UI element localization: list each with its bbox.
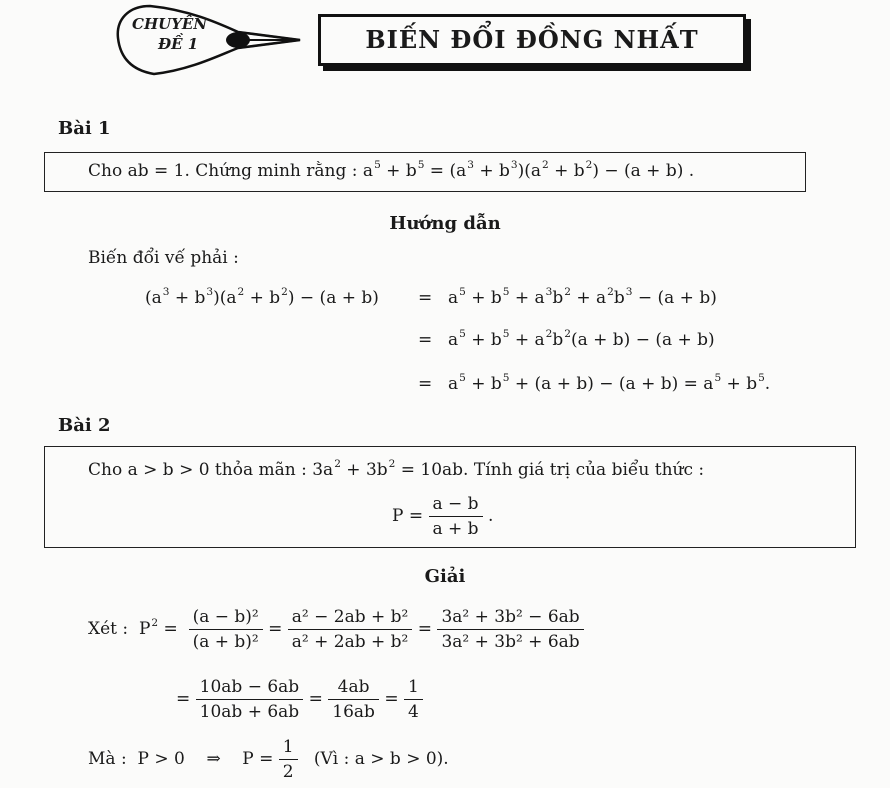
- exercise-1-problem: Cho ab = 1. Chứng minh rằng : $a^5 + b^5 = (a^3 + b^3)(a^2 + b^2) - (a + b)$ .: [88, 159, 695, 181]
- derivation-lhs: $(a^3 + b^3)(a^2 + b^2) - (a + b)$: [145, 286, 379, 308]
- solution-line-3: Mà : P > 0 ⇒ P = $\frac{1}{2}$ (Vì : a > b > 0).: [88, 737, 449, 782]
- exercise-2-label: Bài 2: [58, 415, 111, 436]
- exercise-1-label: Bài 1: [58, 118, 111, 139]
- implies-icon: ⇒: [206, 749, 221, 769]
- reason-text: (Vì : a > b > 0).: [313, 749, 449, 769]
- fraction-3: $\frac{\text{3a² + 3b² − 6ab}}{\text{3a² + 3b² + 6ab}}$: [437, 605, 583, 654]
- derivation-eq-3: =: [418, 374, 433, 394]
- p-positive: P > 0: [137, 749, 185, 769]
- hint-intro: Biến đổi vế phải :: [88, 248, 239, 268]
- derivation-line-2: $a^5 + b^5 + a^2b^2(a + b) - (a + b)$: [448, 328, 715, 350]
- exercise-2-problem-suffix: Tính giá trị của biểu thức :: [468, 460, 705, 480]
- final-fraction: $\frac{1}{2}$: [279, 735, 298, 784]
- chapter-tag: [132, 14, 207, 54]
- p-definition: P = $\frac{a - b}{a + b}$ .: [392, 494, 494, 539]
- derivation-eq-1: =: [418, 288, 433, 308]
- chapter-tag-line1: CHUYÊN: [132, 15, 208, 33]
- fraction-6: $\frac{1}{4}$: [404, 675, 423, 724]
- hint-heading: Hướng dẫn: [389, 213, 501, 234]
- title-box: [318, 14, 746, 66]
- fraction-2: $\frac{\text{a² − 2ab + b²}}{\text{a² + 2ab + b²}}$: [288, 605, 413, 654]
- derivation-line-1: $a^5 + b^5 + a^3b^2 + a^2b^3 - (a + b)$: [448, 286, 717, 308]
- page-title: BIẾN ĐỔI ĐỒNG NHẤT: [365, 25, 699, 54]
- fraction-4: $\frac{10ab - 6ab}{10ab + 6ab}$: [196, 675, 304, 724]
- ma-label: Mà :: [88, 749, 127, 769]
- solution-line-2: = $\frac{10ab - 6ab}{10ab + 6ab}$ = $\frac{4ab}{16ab}$ = $\frac{1}{4}$: [176, 668, 423, 730]
- fraction-5: $\frac{4ab}{16ab}$: [328, 675, 379, 724]
- chapter-tag-line2: ĐỀ 1: [158, 35, 199, 53]
- exercise-1-problem-prefix: Cho ab = 1. Chứng minh rằng :: [88, 161, 363, 181]
- solution-heading: Giải: [424, 566, 466, 587]
- solution-line-1: Xét : $P^2$ = $\frac{\text{(a − b)²}}{\text{(a + b)²}}$ = $\frac{\text{a² − 2ab + b²}}{\text{a² + 2ab + b²}}$ = $\frac{\text{3a² + 3b² − 6ab}}{\text{3a² + 3b² + 6ab}}$: [88, 598, 584, 660]
- derivation-eq-2: =: [418, 330, 433, 350]
- p-fraction: $\frac{a - b}{a + b}$: [429, 492, 483, 541]
- fraction-1: $\frac{\text{(a − b)²}}{\text{(a + b)²}}$: [189, 605, 263, 654]
- exercise-2-problem: Cho a > b > 0 thỏa mãn : $3a^2 + 3b^2 = 10ab$. Tính giá trị của biểu thức :: [88, 458, 705, 480]
- exercise-2-problem-prefix: Cho a > b > 0 thỏa mãn :: [88, 460, 313, 480]
- derivation-line-3: $a^5 + b^5 + (a + b) - (a + b) = a^5 + b^5$.: [448, 372, 771, 394]
- xet-label: Xét :: [88, 619, 129, 639]
